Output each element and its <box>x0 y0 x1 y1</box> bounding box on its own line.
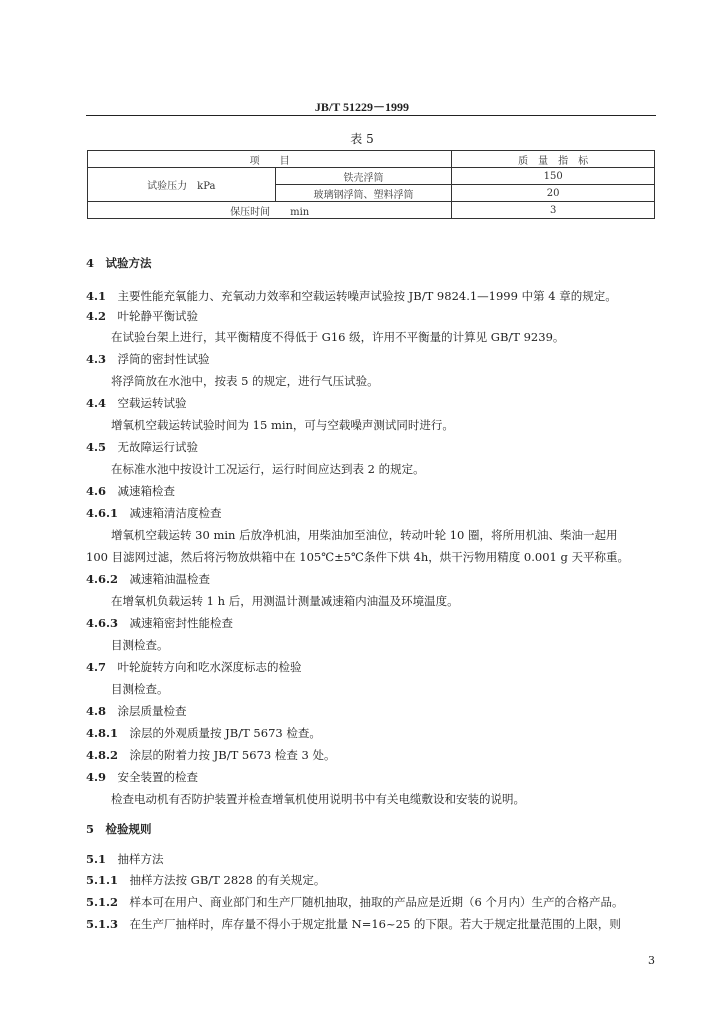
clause-body: 目测检查。 <box>111 682 169 696</box>
clause-number: 4.8.1 <box>86 726 119 740</box>
clause-body: 在标准水池中按设计工况运行，运行时间应达到表 2 的规定。 <box>111 462 425 476</box>
section-heading <box>86 256 152 270</box>
clause-title: 叶轮旋转方向和吃水深度标志的检验 <box>117 660 302 674</box>
clause-number: 4.2 <box>86 309 107 323</box>
clause-body: 增氧机空载运转试验时间为 15 min，可与空载噪声测试同时进行。 <box>111 418 454 432</box>
page-number: 3 <box>648 954 655 967</box>
standard-header: JB/T 51229－1999 <box>314 100 410 114</box>
clause-number: 5.1.3 <box>86 917 119 931</box>
clause-number: 4.6.1 <box>86 506 119 520</box>
clause-number: 4.8.2 <box>86 748 119 762</box>
clause <box>86 873 325 887</box>
clause <box>86 917 621 931</box>
table-row <box>88 168 655 185</box>
clause-title: 减速箱密封性能检查 <box>129 616 234 630</box>
clause <box>86 309 198 323</box>
clause <box>86 396 187 410</box>
clause-title: 抽样方法 <box>117 852 164 866</box>
clause-title: 安全装置的检查 <box>117 770 199 784</box>
clause-text: 主要性能充氧能力、充氧动力效率和空载运转噪声试验按 JB/T 9824.1—1999 中第 4 章的规定。 <box>117 289 617 303</box>
section-title: 检验规则 <box>105 822 152 836</box>
clause-body: 在增氧机负载运转 1 h 后，用测温计测量减速箱内油温及环境温度。 <box>111 594 459 608</box>
section-number: 5 <box>86 822 95 836</box>
clause-text: 涂层的附着力按 JB/T 5673 检查 3 处。 <box>129 748 336 762</box>
clause-body: 在试验台架上进行，其平衡精度不得低于 G16 级，许用不平衡量的计算见 GB/T 9239。 <box>111 330 565 344</box>
clause-number: 4.1 <box>86 289 107 303</box>
clause-body-continued: 100 目滤网过滤，然后将污物放烘箱中在 105℃±5℃条件下烘 4h，烘干污物用精度 0.001 g 天平称重。 <box>86 550 630 564</box>
clause <box>86 852 164 866</box>
table-cell-value: 20 <box>452 185 655 202</box>
clause-number: 4.6.2 <box>86 572 119 586</box>
clause-title: 涂层质量检查 <box>117 704 187 718</box>
clause <box>86 352 210 366</box>
table-5 <box>87 150 655 219</box>
clause <box>86 748 335 762</box>
clause-title: 无故障运行试验 <box>117 440 199 454</box>
clause-text: 样本可在用户、商业部门和生产厂随机抽取，抽取的产品应是近期（6 个月内）生产的合格产品。 <box>129 895 624 909</box>
clause-body: 目测检查。 <box>111 638 169 652</box>
clause <box>86 704 187 718</box>
hold-time-value: 3 <box>452 202 655 219</box>
clause-number: 5.1.1 <box>86 873 119 887</box>
col-header-item: 项 目 <box>88 151 452 168</box>
clause-body: 将浮筒放在水池中，按表 5 的规定，进行气压试验。 <box>111 374 379 388</box>
clause-title: 减速箱清洁度检查 <box>129 506 222 520</box>
clause-title: 减速箱油温检查 <box>129 572 211 586</box>
clause-text: 涂层的外观质量按 JB/T 5673 检查。 <box>129 726 321 740</box>
clause <box>86 726 321 740</box>
clause-body: 检查电动机有否防护装置并检查增氧机使用说明书中有关电缆敷设和安装的说明。 <box>111 792 525 806</box>
clause-title: 叶轮静平衡试验 <box>117 309 199 323</box>
clause <box>86 895 623 909</box>
clause <box>86 440 198 454</box>
table-row <box>88 202 655 219</box>
col-header-quality: 质 量 指 标 <box>452 151 655 168</box>
clause-title: 浮筒的密封性试验 <box>117 352 210 366</box>
clause-body: 增氧机空载运转 30 min 后放净机油，用柴油加至油位，转动叶轮 10 圈，将所用机油、柴油一起用 <box>111 528 618 542</box>
clause-text: 在生产厂抽样时，库存量不得小于规定批量 N=16~25 的下限。若大于规定批量范围的上限，则 <box>129 917 621 931</box>
section-number: 4 <box>86 256 95 270</box>
clause-text: 抽样方法按 GB/T 2828 的有关规定。 <box>129 873 326 887</box>
table-header-row <box>88 151 655 168</box>
table-title: 表 5 <box>350 132 374 146</box>
clause-number: 5.1.2 <box>86 895 119 909</box>
table-cell-value: 150 <box>452 168 655 185</box>
table-cell-item: 铁壳浮筒 <box>275 168 452 185</box>
clause-number: 5.1 <box>86 852 107 866</box>
clause-number: 4.3 <box>86 352 107 366</box>
clause-number: 4.6 <box>86 484 107 498</box>
clause <box>86 506 222 520</box>
section-title: 试验方法 <box>105 256 152 270</box>
clause-number: 4.5 <box>86 440 107 454</box>
clause <box>86 572 210 586</box>
header-rule <box>86 115 656 116</box>
table-cell-item: 玻璃钢浮筒、塑料浮筒 <box>275 185 452 202</box>
row-group-label: 试验压力 kPa <box>88 168 276 202</box>
hold-time-label: 保压时间 min <box>88 202 452 219</box>
clause-number: 4.7 <box>86 660 107 674</box>
section-heading <box>86 822 152 836</box>
clause-title: 空载运转试验 <box>117 396 187 410</box>
clause <box>86 770 198 784</box>
clause-number: 4.8 <box>86 704 107 718</box>
clause-number: 4.9 <box>86 770 107 784</box>
clause <box>86 660 302 674</box>
clause-title: 减速箱检查 <box>117 484 176 498</box>
clause-number: 4.6.3 <box>86 616 119 630</box>
clause <box>86 289 617 303</box>
clause <box>86 616 233 630</box>
clause-number: 4.4 <box>86 396 107 410</box>
clause <box>86 484 175 498</box>
